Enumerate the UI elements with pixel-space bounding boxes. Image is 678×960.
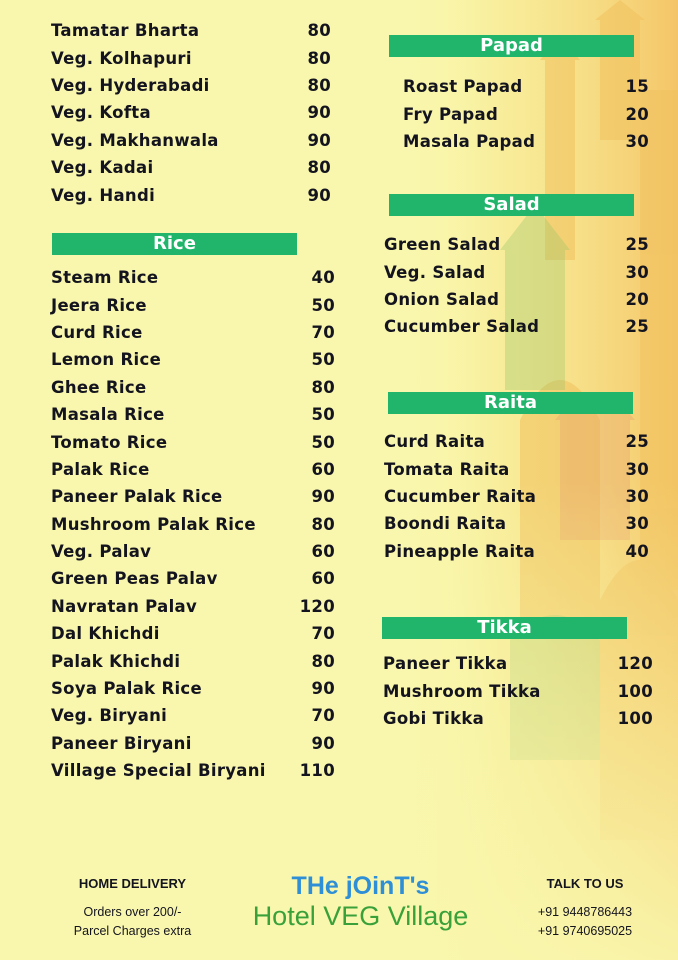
menu-item-name: Paneer Tikka xyxy=(383,654,508,674)
menu-item-row xyxy=(51,264,335,291)
menu-item-row xyxy=(51,181,331,208)
delivery-note-parcel: Parcel Charges extra xyxy=(73,924,192,938)
menu-item-price: 25 xyxy=(625,235,649,255)
menu-item-name: Palak Khichdi xyxy=(51,651,181,671)
menu-item-price: 60 xyxy=(311,569,335,589)
rice-list xyxy=(51,264,335,784)
menu-item-price: 120 xyxy=(617,654,653,674)
menu-item-name: Cucumber Raita xyxy=(384,486,537,506)
menu-item-name: Green Peas Palav xyxy=(51,569,218,589)
menu-item-name: Mushroom Palak Rice xyxy=(51,514,256,534)
raita-section-header: Raita xyxy=(388,392,633,414)
menu-item-price: 30 xyxy=(625,459,649,479)
menu-item-name: Tomato Rice xyxy=(51,432,168,452)
papad-list xyxy=(403,73,649,155)
menu-item-name: Veg. Hyderabadi xyxy=(51,75,210,95)
menu-item-name: Lemon Rice xyxy=(51,350,162,370)
menu-item-row xyxy=(383,677,653,704)
menu-item-name: Gobi Tikka xyxy=(383,708,485,728)
salad-section-header: Salad xyxy=(389,194,634,216)
tikka-list xyxy=(383,650,653,732)
menu-item-price: 80 xyxy=(307,21,331,41)
menu-item-price: 110 xyxy=(299,761,335,781)
brand-name-line2: Hotel VEG Village xyxy=(252,901,469,931)
brand-name-line1: THe jOinT's xyxy=(291,872,430,900)
menu-item-price: 30 xyxy=(625,131,649,151)
menu-item-price: 100 xyxy=(617,708,653,728)
menu-item-name: Tamatar Bharta xyxy=(51,21,200,41)
menu-item-row xyxy=(51,291,335,318)
menu-item-price: 25 xyxy=(625,432,649,452)
menu-item-row xyxy=(51,428,335,455)
menu-item-name: Fry Papad xyxy=(403,104,499,124)
menu-item-row xyxy=(51,565,335,592)
menu-item-row xyxy=(51,127,331,154)
contact-phone-1: +91 9448786443 xyxy=(537,905,633,919)
home-delivery-block xyxy=(55,876,210,941)
contact-phone-2: +91 9740695025 xyxy=(537,924,633,938)
menu-item-name: Masala Rice xyxy=(51,405,165,425)
menu-item-row xyxy=(51,593,335,620)
menu-item-price: 70 xyxy=(311,624,335,644)
salad-list xyxy=(384,231,649,341)
menu-item-price: 90 xyxy=(307,130,331,150)
menu-item-row xyxy=(51,44,331,71)
menu-item-row xyxy=(383,705,653,732)
menu-item-name: Onion Salad xyxy=(384,289,500,309)
menu-item-row xyxy=(51,456,335,483)
papad-section-header: Papad xyxy=(389,35,634,57)
menu-item-name: Veg. Kadai xyxy=(51,158,154,178)
menu-item-price: 70 xyxy=(311,706,335,726)
menu-item-price: 50 xyxy=(311,405,335,425)
menu-item-name: Paneer Biryani xyxy=(51,733,192,753)
menu-item-price: 80 xyxy=(307,158,331,178)
menu-item-price: 120 xyxy=(299,596,335,616)
menu-item-price: 30 xyxy=(625,486,649,506)
menu-item-price: 40 xyxy=(311,268,335,288)
menu-item-price: 70 xyxy=(311,322,335,342)
menu-item-price: 50 xyxy=(311,295,335,315)
menu-item-row xyxy=(51,374,335,401)
menu-item-row xyxy=(51,154,331,181)
menu-item-name: Pineapple Raita xyxy=(384,541,536,561)
menu-item-row xyxy=(384,286,649,313)
menu-item-price: 15 xyxy=(625,77,649,97)
menu-item-row xyxy=(51,730,335,757)
menu-item-price: 80 xyxy=(311,514,335,534)
menu-item-row xyxy=(51,99,331,126)
menu-item-row xyxy=(384,510,649,537)
menu-item-row xyxy=(384,538,649,565)
menu-item-name: Green Salad xyxy=(384,235,501,255)
menu-item-price: 30 xyxy=(625,514,649,534)
menu-item-name: Cucumber Salad xyxy=(384,317,540,337)
menu-item-row xyxy=(51,483,335,510)
menu-item-row xyxy=(51,72,331,99)
menu-item-price: 25 xyxy=(625,317,649,337)
menu-item-row xyxy=(51,511,335,538)
menu-item-row xyxy=(51,702,335,729)
contact-title: TALK TO US xyxy=(546,876,624,891)
menu-item-price: 90 xyxy=(311,487,335,507)
menu-item-price: 100 xyxy=(617,681,653,701)
rice-section-header: Rice xyxy=(52,233,297,255)
raita-list xyxy=(384,428,649,565)
menu-item-row xyxy=(384,258,649,285)
menu-item-price: 20 xyxy=(625,289,649,309)
delivery-note-orders: Orders over 200/- xyxy=(83,905,182,919)
menu-item-price: 40 xyxy=(625,541,649,561)
menu-item-name: Tomata Raita xyxy=(384,459,510,479)
menu-item-name: Veg. Biryani xyxy=(51,706,168,726)
menu-item-row xyxy=(51,757,335,784)
menu-item-row xyxy=(384,313,649,340)
menu-item-row xyxy=(51,538,335,565)
menu-item-price: 30 xyxy=(625,262,649,282)
menu-item-row xyxy=(51,319,335,346)
menu-item-price: 20 xyxy=(625,104,649,124)
contact-block xyxy=(515,876,655,941)
menu-item-price: 90 xyxy=(307,185,331,205)
menu-item-price: 60 xyxy=(311,542,335,562)
menu-item-price: 80 xyxy=(311,377,335,397)
menu-item-row xyxy=(51,17,331,44)
menu-item-price: 50 xyxy=(311,432,335,452)
menu-item-name: Curd Raita xyxy=(384,432,486,452)
menu-item-name: Boondi Raita xyxy=(384,514,507,534)
menu-item-name: Masala Papad xyxy=(403,131,536,151)
menu-item-row xyxy=(384,483,649,510)
menu-item-price: 90 xyxy=(307,103,331,123)
menu-item-row xyxy=(51,647,335,674)
menu-item-name: Navratan Palav xyxy=(51,596,198,616)
menu-item-row xyxy=(384,455,649,482)
menu-item-row xyxy=(384,231,649,258)
menu-item-name: Dal Khichdi xyxy=(51,624,160,644)
menu-item-price: 80 xyxy=(307,48,331,68)
menu-item-name: Veg. Kolhapuri xyxy=(51,48,192,68)
home-delivery-title: HOME DELIVERY xyxy=(78,876,187,891)
menu-item-name: Roast Papad xyxy=(403,77,523,97)
menu-item-row xyxy=(51,401,335,428)
menu-item-price: 90 xyxy=(311,733,335,753)
menu-item-name: Soya Palak Rice xyxy=(51,679,202,699)
menu-item-price: 50 xyxy=(311,350,335,370)
menu-item-price: 90 xyxy=(311,679,335,699)
menu-item-name: Veg. Salad xyxy=(384,262,486,282)
menu-item-price: 80 xyxy=(307,75,331,95)
menu-item-name: Curd Rice xyxy=(51,322,143,342)
menu-item-name: Veg. Palav xyxy=(51,542,152,562)
menu-item-name: Palak Rice xyxy=(51,459,150,479)
menu-item-name: Mushroom Tikka xyxy=(383,681,541,701)
menu-item-name: Village Special Biryani xyxy=(51,761,266,781)
menu-item-name: Steam Rice xyxy=(51,268,159,288)
menu-item-price: 80 xyxy=(311,651,335,671)
menu-item-name: Veg. Kofta xyxy=(51,103,151,123)
menu-item-name: Veg. Makhanwala xyxy=(51,130,219,150)
veg-top-list xyxy=(51,17,331,209)
menu-item-row xyxy=(383,650,653,677)
menu-item-name: Paneer Palak Rice xyxy=(51,487,223,507)
menu-item-row xyxy=(51,346,335,373)
menu-item-row xyxy=(403,128,649,155)
menu-item-row xyxy=(384,428,649,455)
menu-item-row xyxy=(403,100,649,127)
menu-item-row xyxy=(51,675,335,702)
menu-item-price: 60 xyxy=(311,459,335,479)
menu-item-row xyxy=(51,620,335,647)
brand-block xyxy=(228,872,493,932)
menu-item-name: Veg. Handi xyxy=(51,185,156,205)
menu-item-name: Jeera Rice xyxy=(51,295,147,315)
menu-item-row xyxy=(403,73,649,100)
menu-item-name: Ghee Rice xyxy=(51,377,147,397)
tikka-section-header: Tikka xyxy=(382,617,627,639)
